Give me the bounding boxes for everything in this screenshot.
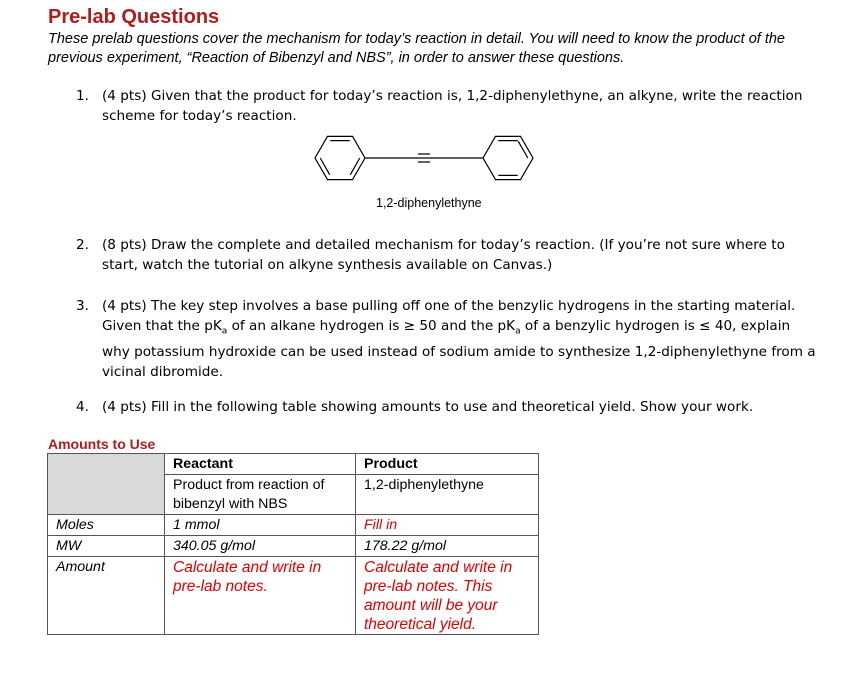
amounts-title: Amounts to Use xyxy=(48,436,156,452)
text-segment: (4 pts) The key step involves a base pulling off one of the benzylic hydrogens in the starting material. Given that the pK xyxy=(102,298,796,334)
reactant-mw-cell: 340.05 g/mol xyxy=(165,536,356,557)
row-label: Amount xyxy=(48,557,165,635)
question-number: 2. xyxy=(76,237,89,253)
question-2 xyxy=(76,235,816,275)
text-segment: 40, explain why potassium hydroxide can be used instead of sodium amide to synthesize 1,2-diphenylethyne from a vicinal dibromide. xyxy=(102,318,816,380)
question-text: (4 pts) Fill in the following table showing amounts to use and theoretical yield. Show your work. xyxy=(102,399,754,415)
text-segment: of a benzylic hydrogen is xyxy=(520,318,700,334)
amounts-table xyxy=(47,453,539,635)
product-name-cell: 1,2-diphenylethyne xyxy=(356,475,539,515)
molecule-caption: 1,2-diphenylethyne xyxy=(376,196,482,210)
diphenylethyne-structure xyxy=(300,118,570,198)
triple-bond xyxy=(365,154,483,162)
text-segment: of an alkane hydrogen is xyxy=(227,318,404,334)
product-amount-cell: Calculate and write in pre-lab notes. This amount will be your theoretical yield. xyxy=(356,557,539,635)
question-text: (8 pts) Draw the complete and detailed mechanism for today’s reaction. (If you’re not sure where to start, watch the tutorial on alkyne synthesis available on Canvas.) xyxy=(102,237,785,273)
product-header: Product xyxy=(356,454,539,475)
reactant-moles-cell: 1 mmol xyxy=(165,515,356,536)
reactant-amount-cell: Calculate and write in pre-lab notes. xyxy=(165,557,356,635)
right-benzene-ring xyxy=(483,136,533,179)
text-segment: 50 and the pK xyxy=(415,318,516,334)
left-benzene-ring xyxy=(315,136,365,179)
page-title: Pre-lab Questions xyxy=(48,6,220,28)
subscript-a: a xyxy=(515,326,521,337)
table-row xyxy=(48,454,539,475)
question-4 xyxy=(76,397,816,417)
table-row xyxy=(48,515,539,536)
question-number: 4. xyxy=(76,399,89,415)
intro-text: These prelab questions cover the mechanism for today’s reaction in detail. You will need to know the product of the previous experiment, “Reaction of Bibenzyl and NBS”, in order to answer these questions. xyxy=(48,31,785,66)
reactant-header: Reactant xyxy=(165,454,356,475)
leq-symbol: ≤ xyxy=(699,318,711,334)
table-row xyxy=(48,557,539,635)
row-label: MW xyxy=(48,536,165,557)
question-number: 3. xyxy=(76,298,89,314)
question-number: 1. xyxy=(76,88,89,104)
product-mw-cell: 178.22 g/mol xyxy=(356,536,539,557)
question-3 xyxy=(76,296,816,382)
table-corner-cell xyxy=(48,454,165,515)
table-row xyxy=(48,536,539,557)
geq-symbol: ≥ xyxy=(403,318,416,334)
question-text xyxy=(102,296,816,382)
product-moles-cell: Fill in xyxy=(356,515,539,536)
subscript-a: a xyxy=(221,326,228,337)
question-text: (4 pts) Given that the product for today’s reaction is, 1,2-diphenylethyne, an alkyne, write the reaction scheme for today’s reaction. xyxy=(102,88,803,124)
row-label: Moles xyxy=(48,515,165,536)
reactant-name-cell: Product from reaction of bibenzyl with NBS xyxy=(165,475,356,515)
